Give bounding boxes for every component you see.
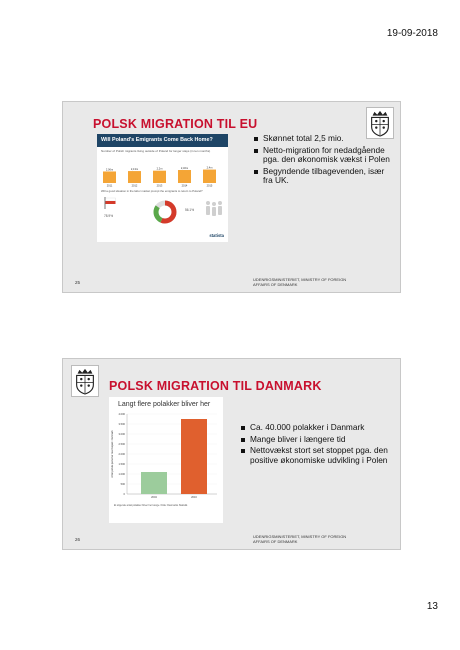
bar <box>178 170 191 183</box>
bar-category-label: 2011 <box>106 184 113 188</box>
bullet-item: Netto-migration for nedadgående pga. den økonomisk vækst i Polen <box>254 146 394 165</box>
chart-title: Langt flere polakker bliver her <box>118 401 211 408</box>
y-tick-label: 1.000 <box>118 473 125 476</box>
bullet-item: Mange bliver i længere tid <box>241 435 391 445</box>
y-tick-label: 1.500 <box>118 463 125 466</box>
infographic-subtitle: Number of Polish migrants living outside of Poland for longer stays (in ten months) <box>101 149 211 153</box>
bar-value-label: 2,4m <box>206 166 213 170</box>
page-number: 13 <box>426 601 438 612</box>
bar-category-label: 2014 <box>181 184 188 188</box>
bar-category-label: 2015 <box>206 184 213 188</box>
bar <box>103 171 116 183</box>
bar-value-label: 2,06m <box>105 168 114 172</box>
slide-title: POLSK MIGRATION TIL DANMARK <box>109 379 322 393</box>
y-axis-label: Antal polske personer med bopæl i Danmark <box>111 430 114 478</box>
slide-25 <box>62 101 401 293</box>
bar-category-label: 2013 <box>156 184 163 188</box>
poland-flag-icon <box>104 197 118 209</box>
slide-title: POLSK MIGRATION TIL EU <box>93 117 258 131</box>
x-tick-label: 2004 <box>151 496 157 499</box>
bullet-list <box>241 423 391 467</box>
slide-footer: UDENRIGSMINISTERIET, MINISTRY OF FOREIGN AFFAIRS OF DENMARK <box>253 277 347 287</box>
pie-label-left: 78.9% <box>104 214 114 218</box>
danish-crest-icon <box>71 365 99 397</box>
x-tick-label: 2016 <box>191 496 197 499</box>
bar <box>141 472 167 494</box>
y-tick-label: 3.000 <box>118 433 125 436</box>
y-tick-label: 2.000 <box>118 453 125 456</box>
chart-plot <box>109 410 223 504</box>
bar <box>181 419 207 494</box>
bar-category-label: 2012 <box>131 184 138 188</box>
polish-residents-chart <box>109 397 223 523</box>
slide-number: 25 <box>75 280 81 285</box>
bullet-item: Begyndende tilbagevenden, især fra UK. <box>254 167 394 186</box>
y-tick-label: 4.000 <box>118 413 125 416</box>
bar <box>153 171 166 183</box>
bar-value-label: 2,13m <box>130 168 139 172</box>
bullet-list <box>254 134 394 188</box>
infographic-title: Will Poland's Emigrants Come Back Home? <box>97 134 228 147</box>
bullet-item: Nettovækst stort set stoppet pga. den positive økonomiske udvikling i Polen <box>241 446 391 465</box>
bullet-item: Skønnet total 2,5 mio. <box>254 134 394 144</box>
infographic-bar-chart <box>97 152 228 188</box>
bar-value-label: 2,32m <box>180 167 189 171</box>
y-tick-label: 0 <box>123 493 125 496</box>
bar <box>128 171 141 183</box>
slide-footer: UDENRIGSMINISTERIET, MINISTRY OF FOREIGN AFFAIRS OF DENMARK <box>253 534 347 544</box>
pie-label-right: 56.1% <box>185 208 195 212</box>
y-tick-label: 500 <box>120 483 125 486</box>
page-date: 19-09-2018 <box>386 28 438 39</box>
y-tick-label: 2.500 <box>118 443 125 446</box>
migration-infographic <box>97 134 228 242</box>
return-donut-chart <box>152 199 178 225</box>
infographic-question: Will a good situation in the labor market prompt the emigrants to return to Poland? <box>101 189 203 193</box>
chart-note: Et stigende antal polakker bliver her længe. Kilde: Danmarks Statistik. <box>114 504 188 507</box>
statista-logo: statista <box>209 233 224 238</box>
bar <box>203 170 216 183</box>
slide-number: 26 <box>75 537 81 542</box>
y-tick-label: 3.500 <box>118 423 125 426</box>
bullet-item: Ca. 40.000 polakker i Danmark <box>241 423 391 433</box>
slide-26 <box>62 358 401 550</box>
bar-value-label: 2,2m <box>156 167 163 171</box>
people-icon <box>203 200 225 218</box>
